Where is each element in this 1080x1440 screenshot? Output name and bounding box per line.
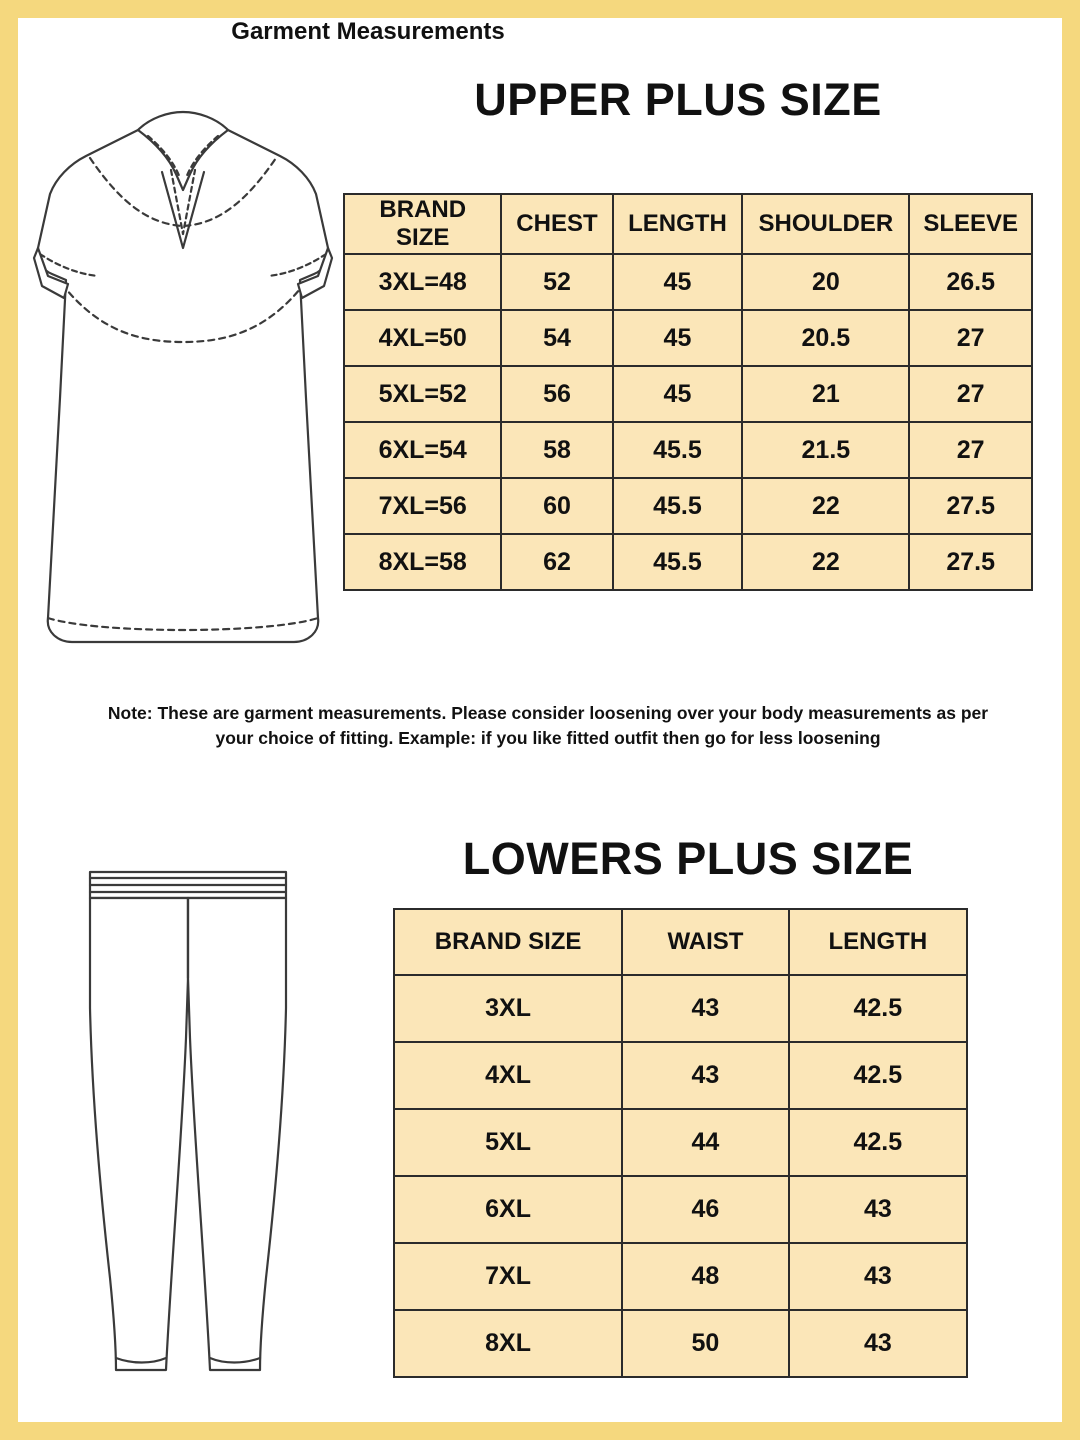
- pants-illustration: [58, 858, 318, 1403]
- cell-brand-size: 4XL=50: [344, 310, 501, 366]
- cell-length: 45.5: [613, 534, 743, 590]
- cell-length: 42.5: [789, 1109, 967, 1176]
- note-line-2: as per your choice of fitting. Example: if you like fitted outfit then go for less loosening: [215, 703, 989, 749]
- cell-length: 45.5: [613, 422, 743, 478]
- cell-length: 43: [789, 1243, 967, 1310]
- cell-shoulder: 21.5: [742, 422, 909, 478]
- table-row: [344, 422, 1032, 478]
- cell-chest: 60: [501, 478, 612, 534]
- cell-brand-size: 5XL: [394, 1109, 622, 1176]
- cell-waist: 43: [622, 975, 789, 1042]
- table-row: [394, 1243, 967, 1310]
- column-header-length: LENGTH: [789, 909, 967, 975]
- cell-brand-size: 6XL: [394, 1176, 622, 1243]
- size-chart-page: [18, 18, 1062, 1422]
- cell-brand-size: 4XL: [394, 1042, 622, 1109]
- table-row: [394, 1176, 967, 1243]
- cell-brand-size: 3XL: [394, 975, 622, 1042]
- cell-length: 42.5: [789, 975, 967, 1042]
- table-header-row: [344, 194, 1032, 254]
- column-header-chest: CHEST: [501, 194, 612, 254]
- cell-waist: 43: [622, 1042, 789, 1109]
- cell-chest: 52: [501, 254, 612, 310]
- column-header-length: LENGTH: [613, 194, 743, 254]
- table-header-row: [394, 909, 967, 975]
- column-header-sleeve: SLEEVE: [909, 194, 1032, 254]
- column-header-shoulder: SHOULDER: [742, 194, 909, 254]
- cell-chest: 62: [501, 534, 612, 590]
- table-row: [344, 534, 1032, 590]
- cell-length: 43: [789, 1176, 967, 1243]
- cell-chest: 58: [501, 422, 612, 478]
- cell-brand-size: 7XL: [394, 1243, 622, 1310]
- note-line-1: Note: These are garment measurements. Please consider loosening over your body measurements: [107, 703, 932, 723]
- kurta-illustration: [28, 98, 338, 673]
- cell-shoulder: 20.5: [742, 310, 909, 366]
- measurement-note: [88, 701, 1008, 752]
- cell-brand-size: 7XL=56: [344, 478, 501, 534]
- cell-waist: 50: [622, 1310, 789, 1377]
- upper-size-table: [343, 193, 1033, 591]
- cell-waist: 44: [622, 1109, 789, 1176]
- cell-brand-size: 6XL=54: [344, 422, 501, 478]
- cell-sleeve: 27: [909, 366, 1032, 422]
- column-header-brand-size: BRAND SIZE: [394, 909, 622, 975]
- cell-length: 43: [789, 1310, 967, 1377]
- cell-brand-size: 5XL=52: [344, 366, 501, 422]
- table-row: [394, 1109, 967, 1176]
- column-header-brand-size: BRAND SIZE: [344, 194, 501, 254]
- cell-brand-size: 3XL=48: [344, 254, 501, 310]
- cell-shoulder: 22: [742, 534, 909, 590]
- lower-size-table: [393, 908, 968, 1378]
- upper-size-section: [18, 18, 1062, 758]
- upper-title: UPPER PLUS SIZE: [474, 74, 882, 125]
- table-row: [344, 254, 1032, 310]
- table-row: [344, 366, 1032, 422]
- cell-chest: 54: [501, 310, 612, 366]
- table-row: [394, 975, 967, 1042]
- cell-sleeve: 26.5: [909, 254, 1032, 310]
- cell-chest: 56: [501, 366, 612, 422]
- cell-waist: 48: [622, 1243, 789, 1310]
- table-row: [344, 310, 1032, 366]
- cell-brand-size: 8XL=58: [344, 534, 501, 590]
- cell-sleeve: 27.5: [909, 534, 1032, 590]
- cell-shoulder: 20: [742, 254, 909, 310]
- table-row: [394, 1042, 967, 1109]
- cell-length: 45.5: [613, 478, 743, 534]
- column-header-waist: WAIST: [622, 909, 789, 975]
- upper-subtitle: Garment Measurements: [231, 18, 505, 45]
- cell-sleeve: 27: [909, 422, 1032, 478]
- cell-waist: 46: [622, 1176, 789, 1243]
- cell-length: 45: [613, 254, 743, 310]
- table-row: [394, 1310, 967, 1377]
- table-row: [344, 478, 1032, 534]
- cell-sleeve: 27: [909, 310, 1032, 366]
- cell-length: 42.5: [789, 1042, 967, 1109]
- cell-length: 45: [613, 366, 743, 422]
- cell-shoulder: 22: [742, 478, 909, 534]
- cell-sleeve: 27.5: [909, 478, 1032, 534]
- cell-length: 45: [613, 310, 743, 366]
- cell-brand-size: 8XL: [394, 1310, 622, 1377]
- cell-shoulder: 21: [742, 366, 909, 422]
- lower-title: LOWERS PLUS SIZE: [462, 833, 914, 884]
